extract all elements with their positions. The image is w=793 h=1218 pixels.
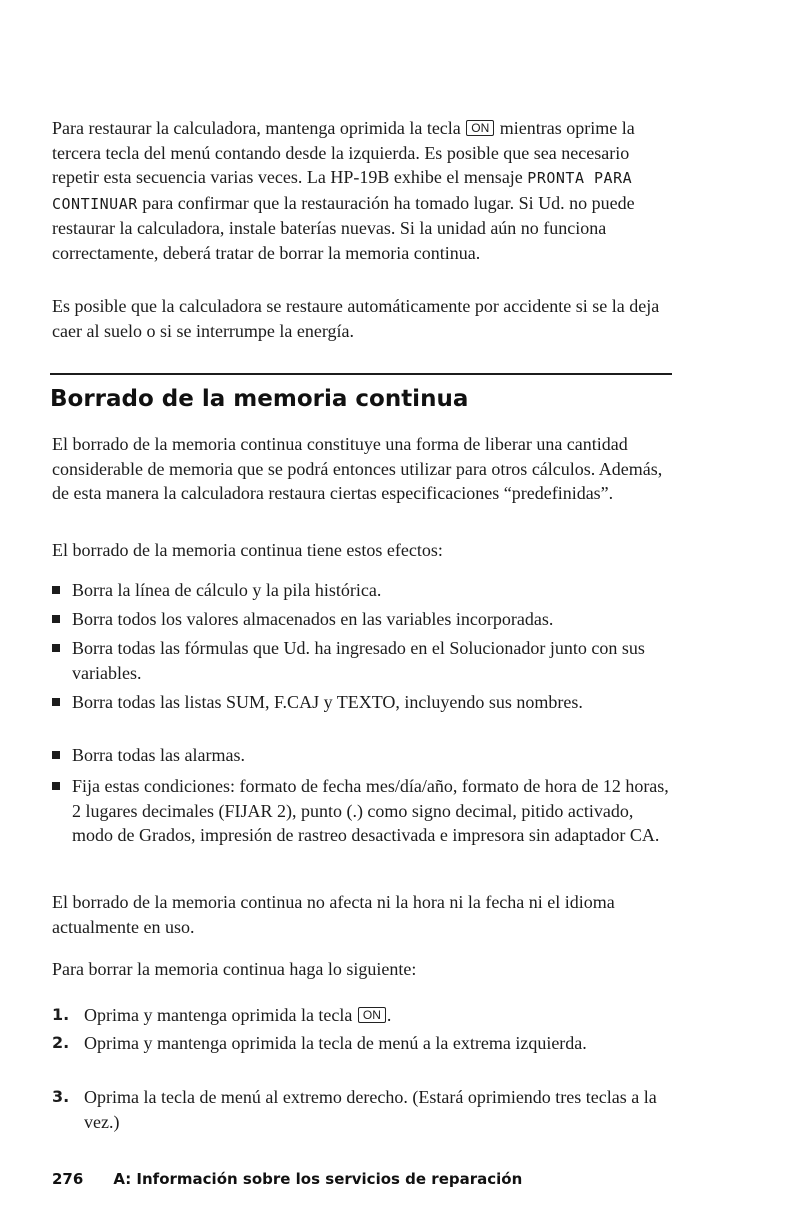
- section-heading: Borrado de la memoria continua: [50, 386, 469, 412]
- list-item: Borra la línea de cálculo y la pila histórica.: [52, 578, 672, 603]
- section-paragraph-effects: El borrado de la memoria continua tiene estos efectos:: [52, 540, 443, 560]
- bullet-square-icon: [52, 751, 60, 759]
- intro-text-a: Para restaurar la calculadora, mantenga oprimida la tecla: [52, 118, 461, 138]
- list-item: Borra todas las alarmas.: [52, 743, 672, 768]
- intro-text-b: mientras oprime la tercera tecla del menú contando desde la izquierda. Es posible que sea necesario repetir esta secuencia varias veces. La HP-19B exhibe el mensaje: [52, 118, 635, 187]
- section-paragraph-intro: El borrado de la memoria continua constituye una forma de liberar una cantidad considerable de memoria que se podrá entonces utilizar para otros cálculos. Además, de esta manera la calculadora restaura ciertas especificaciones “predefinidas”.: [52, 434, 663, 503]
- intro-paragraph-restore: [52, 116, 672, 265]
- page-number: 276: [52, 1170, 84, 1188]
- bullet-square-icon: [52, 782, 60, 790]
- section-paragraph-procedure: Para borrar la memoria continua haga lo siguiente:: [52, 959, 417, 979]
- page-footer: [52, 1169, 522, 1189]
- step-item: 2. Oprima y mantenga oprimida la tecla de menú a la extrema izquierda.: [52, 1033, 587, 1053]
- on-key-label: ON: [358, 1007, 386, 1023]
- bullet-square-icon: [52, 644, 60, 652]
- list-item: Borra todas las listas SUM, F.CAJ y TEXTO, incluyendo sus nombres.: [52, 690, 672, 715]
- section-paragraph-unaffected: El borrado de la memoria continua no afecta ni la hora ni la fecha ni el idioma actualmente en uso.: [52, 892, 615, 937]
- bullet-square-icon: [52, 698, 60, 706]
- chapter-title: A: Información sobre los servicios de reparación: [113, 1170, 523, 1188]
- list-item: Borra todos los valores almacenados en las variables incorporadas.: [52, 607, 672, 632]
- step-item: 3. Oprima la tecla de menú al extremo derecho. (Estará oprimiendo tres teclas a la vez.): [52, 1087, 657, 1132]
- section-divider: [50, 373, 672, 375]
- intro-text-c: para confirmar que la restauración ha tomado lugar. Si Ud. no puede restaurar la calculadora, instale baterías nuevas. Si la unidad aún no funciona correctamente, deberá tratar de borrar la memoria continua.: [52, 192, 635, 263]
- display-message: PRONTA PARA CONTINUAR: [52, 169, 633, 213]
- on-key-label: ON: [466, 120, 494, 136]
- bullet-square-icon: [52, 586, 60, 594]
- list-item: Borra todas las fórmulas que Ud. ha ingresado en el Solucionador junto con sus variables.: [52, 636, 672, 685]
- bullet-square-icon: [52, 615, 60, 623]
- list-item: Fija estas condiciones: formato de fecha mes/día/año, formato de hora de 12 horas, 2 lugares decimales (FIJAR 2), punto (.) como signo decimal, pitido activado, modo de Grados, impresión de rastreo desactivada e impresora sin adaptador CA.: [52, 774, 672, 848]
- intro-paragraph-accident: Es posible que la calculadora se restaure automáticamente por accidente si se la deja caer al suelo o si se interrumpe la energía.: [52, 296, 660, 341]
- step-item: 1. Oprima y mantenga oprimida la tecla ON .: [52, 1005, 392, 1025]
